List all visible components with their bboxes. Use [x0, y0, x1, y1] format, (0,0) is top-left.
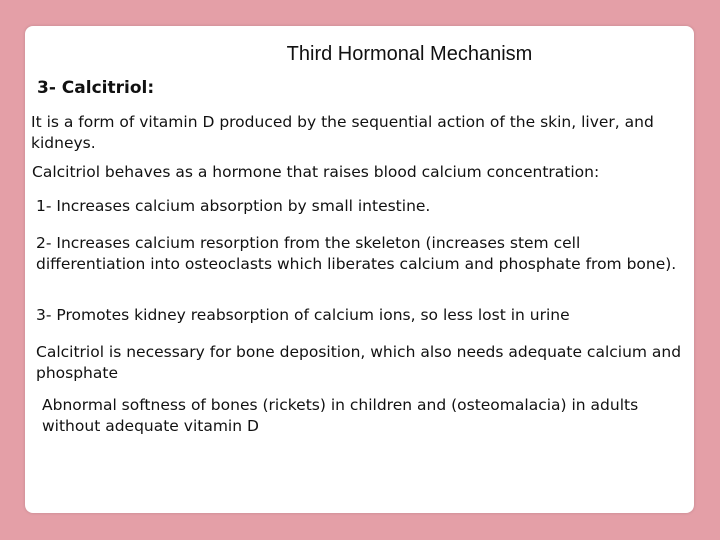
paragraph-definition: It is a form of vitamin D produced by the sequential action of the skin, liver, and kidneys. — [31, 113, 654, 152]
list-item-intestine: 1- Increases calcium absorption by small intestine. — [36, 197, 431, 215]
slide-title: Third Hormonal Mechanism — [286, 43, 533, 65]
paragraph-bone-deposition: Calcitriol is necessary for bone deposition, which also needs adequate calcium and phosphate — [36, 343, 682, 382]
paragraph-rickets: Abnormal softness of bones (rickets) in children and (osteomalacia) in adults without adequate vitamin D — [42, 396, 639, 435]
list-item-kidney: 3- Promotes kidney reabsorption of calcium ions, so less lost in urine — [36, 306, 570, 324]
slide-subtitle: 3- Calcitriol: — [37, 78, 155, 98]
slide-panel — [25, 26, 694, 513]
list-item-skeleton: 2- Increases calcium resorption from the skeleton (increases stem cell differentiation into osteoclasts which liberates calcium and phosphate from bone). — [36, 234, 677, 273]
paragraph-hormone-role: Calcitriol behaves as a hormone that raises blood calcium concentration: — [32, 163, 600, 181]
